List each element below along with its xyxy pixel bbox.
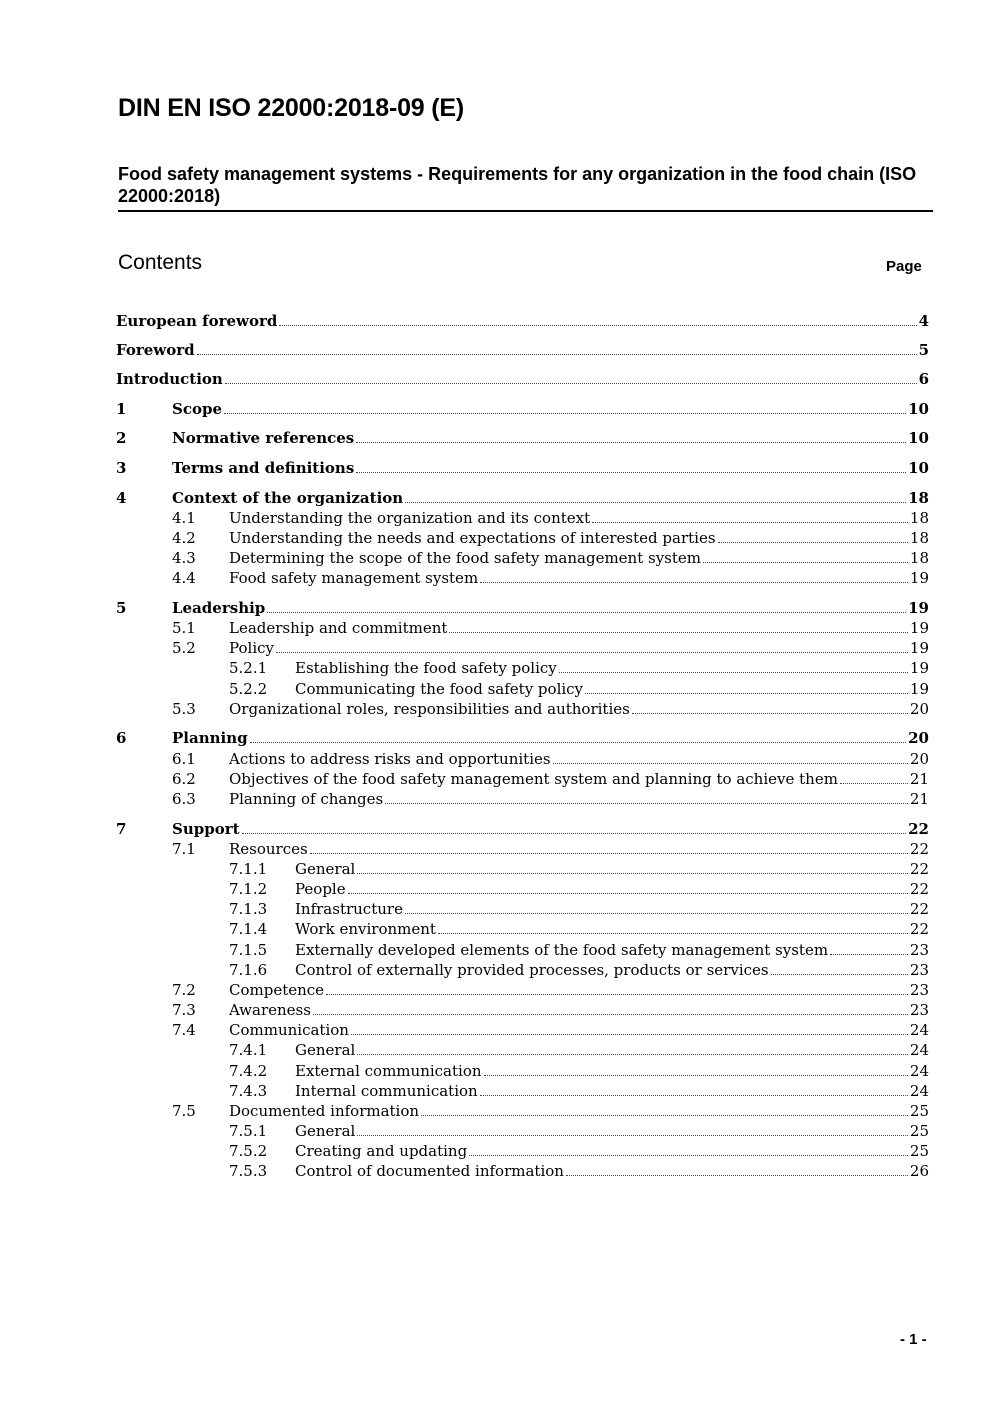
page-number: - 1 -	[900, 1331, 927, 1348]
toc-entry[interactable]	[116, 618, 929, 638]
toc-entry[interactable]	[116, 369, 929, 389]
toc-dot-leader	[592, 521, 908, 523]
toc-entry-page: 22	[909, 920, 929, 938]
toc-dot-leader	[224, 412, 906, 414]
toc-entry-page: 22	[909, 880, 929, 898]
toc-dot-leader	[632, 712, 908, 714]
toc-entry-page: 21	[909, 770, 929, 788]
toc-entry-page: 19	[908, 599, 929, 617]
toc-dot-leader	[480, 581, 908, 583]
toc-entry-number: 3	[116, 459, 127, 477]
toc-entry-label: General	[295, 860, 356, 878]
toc-entry-page: 19	[909, 619, 929, 637]
toc-entry-label: Understanding the organization and its context	[229, 509, 591, 527]
toc-entry-number: 6	[116, 729, 127, 747]
toc-entry[interactable]	[116, 899, 929, 919]
toc-dot-leader	[279, 324, 916, 326]
toc-entry-page: 25	[909, 1122, 929, 1140]
toc-entry-number: 6.1	[172, 750, 196, 768]
toc-entry-page: 6	[918, 370, 929, 388]
toc-dot-leader	[225, 382, 917, 384]
toc-entry[interactable]	[116, 879, 929, 899]
toc-entry[interactable]	[116, 399, 929, 419]
toc-entry-page: 22	[909, 900, 929, 918]
toc-entry[interactable]	[116, 819, 929, 839]
toc-entry-label: Leadership and commitment	[229, 619, 448, 637]
toc-entry-number: 7.1.2	[229, 880, 268, 898]
toc-entry-page: 23	[909, 981, 929, 999]
toc-entry-label: Control of externally provided processes, products or services	[295, 961, 769, 979]
toc-entry[interactable]	[116, 699, 929, 719]
toc-entry[interactable]	[116, 1101, 929, 1121]
toc-entry-page: 22	[909, 860, 929, 878]
toc-entry[interactable]	[116, 839, 929, 859]
toc-entry-number: 7.1.3	[229, 900, 268, 918]
toc-entry[interactable]	[116, 528, 929, 548]
toc-dot-leader	[276, 651, 908, 653]
toc-entry-page: 10	[908, 429, 929, 447]
toc-entry-page: 23	[909, 961, 929, 979]
toc-entry-label: Foreword	[116, 341, 195, 359]
toc-entry[interactable]	[116, 1161, 929, 1181]
toc-entry-page: 20	[908, 729, 929, 747]
toc-entry-number: 4.4	[172, 569, 196, 587]
toc-entry-page: 23	[909, 941, 929, 959]
toc-dot-leader	[385, 802, 908, 804]
toc-dot-leader	[313, 1013, 908, 1015]
toc-dot-leader	[840, 782, 908, 784]
toc-entry[interactable]	[116, 769, 929, 789]
toc-entry-number: 5	[116, 599, 127, 617]
toc-entry-label: Understanding the needs and expectations of interested parties	[229, 529, 716, 547]
toc-entry-label: Documented information	[229, 1102, 420, 1120]
toc-entry-number: 7.1	[172, 840, 196, 858]
toc-entry-number: 1	[116, 400, 127, 418]
toc-entry-label: External communication	[295, 1062, 482, 1080]
toc-entry[interactable]	[116, 728, 929, 748]
toc-entry-page: 18	[909, 529, 929, 547]
toc-dot-leader	[559, 671, 908, 673]
toc-entry[interactable]	[116, 1061, 929, 1081]
toc-dot-leader	[405, 912, 908, 914]
toc-entry-number: 4	[116, 489, 127, 507]
page-column-heading: Page	[886, 258, 922, 275]
toc-entry-label: Infrastructure	[295, 900, 403, 918]
toc-entry-label: Organizational roles, responsibilities and authorities	[229, 700, 630, 718]
toc-dot-leader	[351, 1033, 908, 1035]
toc-entry-label: Externally developed elements of the food safety management system	[295, 941, 829, 959]
toc-entry-page: 18	[909, 549, 929, 567]
toc-dot-leader	[718, 541, 908, 543]
toc-dot-leader	[585, 692, 908, 694]
toc-entry-page: 10	[908, 400, 929, 418]
toc-entry-number: 7.5.1	[229, 1122, 268, 1140]
toc-entry-number: 5.2.1	[229, 659, 268, 677]
toc-entry-label: Determining the scope of the food safety management system	[229, 549, 702, 567]
toc-entry-number: 7.4	[172, 1021, 196, 1039]
toc-entry-label: Introduction	[116, 370, 223, 388]
toc-dot-leader	[484, 1074, 908, 1076]
toc-entry-number: 6.3	[172, 790, 196, 808]
table-of-contents	[116, 0, 929, 1403]
toc-entry-page: 19	[909, 659, 929, 677]
toc-dot-leader	[357, 1053, 908, 1055]
toc-dot-leader	[356, 441, 906, 443]
toc-entry[interactable]	[116, 1000, 929, 1020]
toc-entry-page: 19	[909, 639, 929, 657]
toc-entry[interactable]	[116, 638, 929, 658]
toc-dot-leader	[197, 353, 917, 355]
toc-entry-number: 7.4.2	[229, 1062, 268, 1080]
toc-entry-label: Planning of changes	[229, 790, 384, 808]
toc-entry-page: 19	[909, 680, 929, 698]
toc-entry-page: 20	[909, 750, 929, 768]
document-subtitle: Food safety management systems - Requirements for any organization in the food chain (ISO 22000:2018)	[118, 164, 917, 206]
toc-entry-page: 21	[909, 790, 929, 808]
toc-dot-leader	[421, 1114, 908, 1116]
toc-entry-page: 18	[908, 489, 929, 507]
toc-entry-page: 18	[909, 509, 929, 527]
toc-entry[interactable]	[116, 940, 929, 960]
toc-entry-label: Terms and definitions	[172, 459, 355, 477]
toc-entry-number: 7.1.5	[229, 941, 268, 959]
toc-entry-label: Establishing the food safety policy	[295, 659, 557, 677]
toc-entry-label: Food safety management system	[229, 569, 479, 587]
toc-entry-page: 24	[909, 1041, 929, 1059]
toc-entry-number: 2	[116, 429, 127, 447]
toc-entry-label: Competence	[229, 981, 325, 999]
toc-entry-page: 24	[909, 1021, 929, 1039]
toc-entry-label: People	[295, 880, 346, 898]
contents-heading: Contents	[118, 251, 203, 274]
toc-entry-label: Communication	[229, 1021, 349, 1039]
toc-dot-leader	[326, 993, 908, 995]
toc-entry[interactable]	[116, 679, 929, 699]
toc-entry[interactable]	[116, 508, 929, 528]
toc-entry[interactable]	[116, 428, 929, 448]
toc-entry-number: 5.2	[172, 639, 196, 657]
toc-entry[interactable]	[116, 960, 929, 980]
toc-entry-label: Leadership	[172, 599, 266, 617]
toc-dot-leader	[438, 932, 908, 934]
toc-entry-number: 7.1.4	[229, 920, 268, 938]
toc-dot-leader	[703, 561, 908, 563]
toc-entry-page: 25	[909, 1102, 929, 1120]
toc-dot-leader	[469, 1154, 908, 1156]
toc-dot-leader	[267, 611, 906, 613]
toc-dot-leader	[771, 973, 908, 975]
toc-entry-label: Work environment	[295, 920, 436, 938]
toc-entry-number: 7.1.1	[229, 860, 268, 878]
toc-entry-page: 22	[908, 820, 929, 838]
toc-entry[interactable]	[116, 1081, 929, 1101]
toc-dot-leader	[480, 1094, 908, 1096]
toc-dot-leader	[357, 872, 908, 874]
toc-entry-number: 7.5.3	[229, 1162, 268, 1180]
toc-entry-page: 22	[909, 840, 929, 858]
toc-entry-number: 4.3	[172, 549, 196, 567]
toc-dot-leader	[566, 1174, 908, 1176]
toc-entry-page: 23	[909, 1001, 929, 1019]
toc-entry[interactable]	[116, 1141, 929, 1161]
toc-entry-page: 26	[909, 1162, 929, 1180]
toc-entry[interactable]	[116, 1040, 929, 1060]
toc-entry-label: Scope	[172, 400, 223, 418]
toc-entry-label: Communicating the food safety policy	[295, 680, 584, 698]
toc-entry-number: 7.3	[172, 1001, 196, 1019]
toc-entry[interactable]	[116, 340, 929, 360]
toc-entry-label: Creating and updating	[295, 1142, 468, 1160]
toc-entry-number: 7.4.3	[229, 1082, 268, 1100]
toc-entry[interactable]	[116, 919, 929, 939]
toc-entry-label: Internal communication	[295, 1082, 478, 1100]
toc-entry[interactable]	[116, 568, 929, 588]
toc-entry[interactable]	[116, 548, 929, 568]
toc-entry[interactable]	[116, 598, 929, 618]
toc-entry-page: 19	[909, 569, 929, 587]
toc-entry-label: Actions to address risks and opportunities	[229, 750, 551, 768]
toc-dot-leader	[830, 953, 908, 955]
toc-entry-number: 7.4.1	[229, 1041, 268, 1059]
toc-entry-page: 4	[918, 312, 929, 330]
toc-entry[interactable]	[116, 980, 929, 1000]
toc-entry-label: Support	[172, 820, 240, 838]
toc-dot-leader	[553, 762, 908, 764]
toc-entry-number: 7.5.2	[229, 1142, 268, 1160]
toc-entry-number: 7.5	[172, 1102, 196, 1120]
toc-entry-page: 24	[909, 1062, 929, 1080]
toc-entry-label: Context of the organization	[172, 489, 404, 507]
toc-dot-leader	[348, 892, 908, 894]
toc-entry-number: 7	[116, 820, 127, 838]
toc-dot-leader	[356, 471, 906, 473]
toc-entry-label: General	[295, 1122, 356, 1140]
toc-entry-page: 5	[918, 341, 929, 359]
toc-dot-leader	[310, 852, 908, 854]
toc-entry[interactable]	[116, 488, 929, 508]
toc-entry[interactable]	[116, 789, 929, 809]
toc-entry[interactable]	[116, 658, 929, 678]
toc-entry[interactable]	[116, 458, 929, 478]
toc-dot-leader	[250, 741, 907, 743]
toc-entry-number: 4.1	[172, 509, 196, 527]
toc-entry-label: Policy	[229, 639, 274, 657]
toc-entry-number: 4.2	[172, 529, 196, 547]
toc-entry[interactable]	[116, 859, 929, 879]
toc-entry-number: 7.1.6	[229, 961, 268, 979]
toc-entry-label: European foreword	[116, 312, 278, 330]
toc-entry-number: 5.2.2	[229, 680, 268, 698]
toc-entry[interactable]	[116, 1121, 929, 1141]
toc-entry-number: 7.2	[172, 981, 196, 999]
toc-entry-page: 10	[908, 459, 929, 477]
toc-entry-label: Objectives of the food safety management system and planning to achieve them	[229, 770, 838, 788]
toc-entry-label: Control of documented information	[295, 1162, 564, 1180]
toc-entry-page: 25	[909, 1142, 929, 1160]
toc-dot-leader	[405, 501, 906, 503]
toc-entry-number: 5.3	[172, 700, 196, 718]
toc-dot-leader	[449, 631, 907, 633]
toc-entry[interactable]	[116, 749, 929, 769]
toc-entry-label: Normative references	[172, 429, 355, 447]
toc-entry-page: 24	[909, 1082, 929, 1100]
toc-entry-label: Planning	[172, 729, 248, 747]
toc-entry-label: General	[295, 1041, 356, 1059]
toc-entry-label: Awareness	[229, 1001, 311, 1019]
toc-entry-number: 5.1	[172, 619, 196, 637]
toc-entry-label: Resources	[229, 840, 308, 858]
toc-dot-leader	[357, 1134, 908, 1136]
toc-entry-number: 6.2	[172, 770, 196, 788]
toc-dot-leader	[242, 832, 907, 834]
toc-entry-page: 20	[909, 700, 929, 718]
toc-entry[interactable]	[116, 311, 929, 331]
document-title: DIN EN ISO 22000:2018-09 (E)	[118, 94, 464, 122]
toc-entry[interactable]	[116, 1020, 929, 1040]
